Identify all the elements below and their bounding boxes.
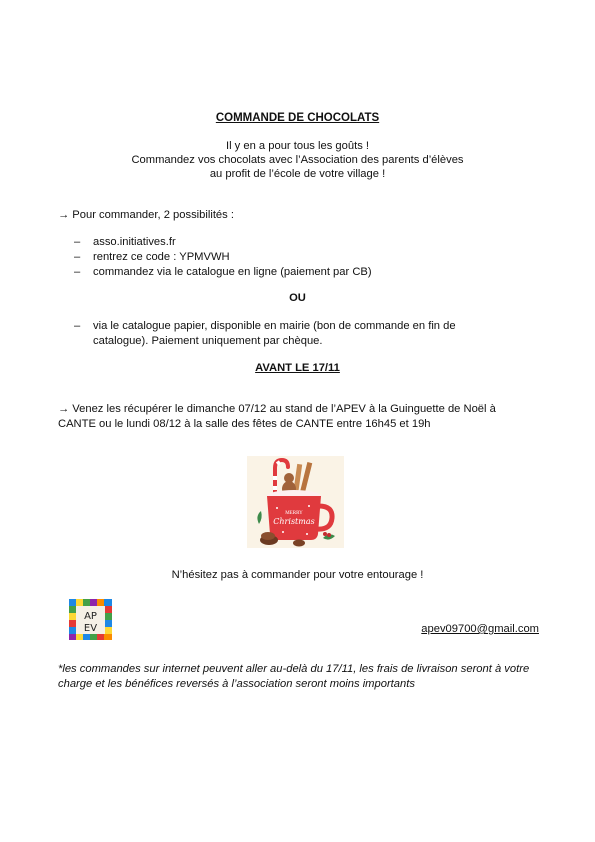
order-heading: → Pour commander, 2 possibilités :: [58, 209, 234, 221]
list-item: – via le catalogue papier, disponible en mairie (bon de commande en fin de catalogue). Paiement uniquement par chèque.: [58, 319, 498, 349]
list-item: – asso.initiatives.fr: [58, 235, 548, 250]
intro-text: [0, 139, 595, 182]
email-link[interactable]: apev09700@gmail.com: [421, 623, 539, 635]
svg-text:EV: EV: [83, 623, 98, 634]
deadline: AVANT LE 17/11: [255, 362, 340, 374]
apev-logo: [69, 599, 112, 640]
online-options-list: [58, 235, 548, 280]
encourage-text: N’hésitez pas à commander pour votre entourage !: [171, 569, 424, 581]
christmas-mug-image: [247, 456, 344, 548]
svg-text:AP: AP: [84, 611, 97, 622]
list-item: – rentrez ce code : YPMVWH: [58, 250, 548, 265]
svg-text:MERRY: MERRY: [285, 511, 303, 516]
or-label: OU: [289, 292, 306, 304]
svg-text:Christmas: Christmas: [273, 517, 315, 526]
intro-line-3: au profit de l’école de votre village !: [209, 168, 386, 181]
paper-option-list: [58, 319, 498, 349]
intro-line-1: Il y en a pour tous les goûts !: [225, 140, 370, 152]
page-title: COMMANDE DE CHOCOLATS: [215, 112, 380, 124]
list-item: – commandez via le catalogue en ligne (paiement par CB): [58, 265, 548, 280]
intro-line-2: Commandez vos chocolats avec l’Association des parents d’élèves: [131, 154, 464, 167]
footnote: *les commandes sur internet peuvent aller au-delà du 17/11, les frais de livraison seront à votre charge et les bénéfices reversés à l’association seront moins importants: [58, 663, 530, 690]
pickup-text: → Venez les récupérer le dimanche 07/12 au stand de l’APEV à la Guinguette de Noël à CANTE ou le lundi 08/12 à la salle des fêtes de CANTE entre 16h45 et 19h: [58, 403, 496, 430]
